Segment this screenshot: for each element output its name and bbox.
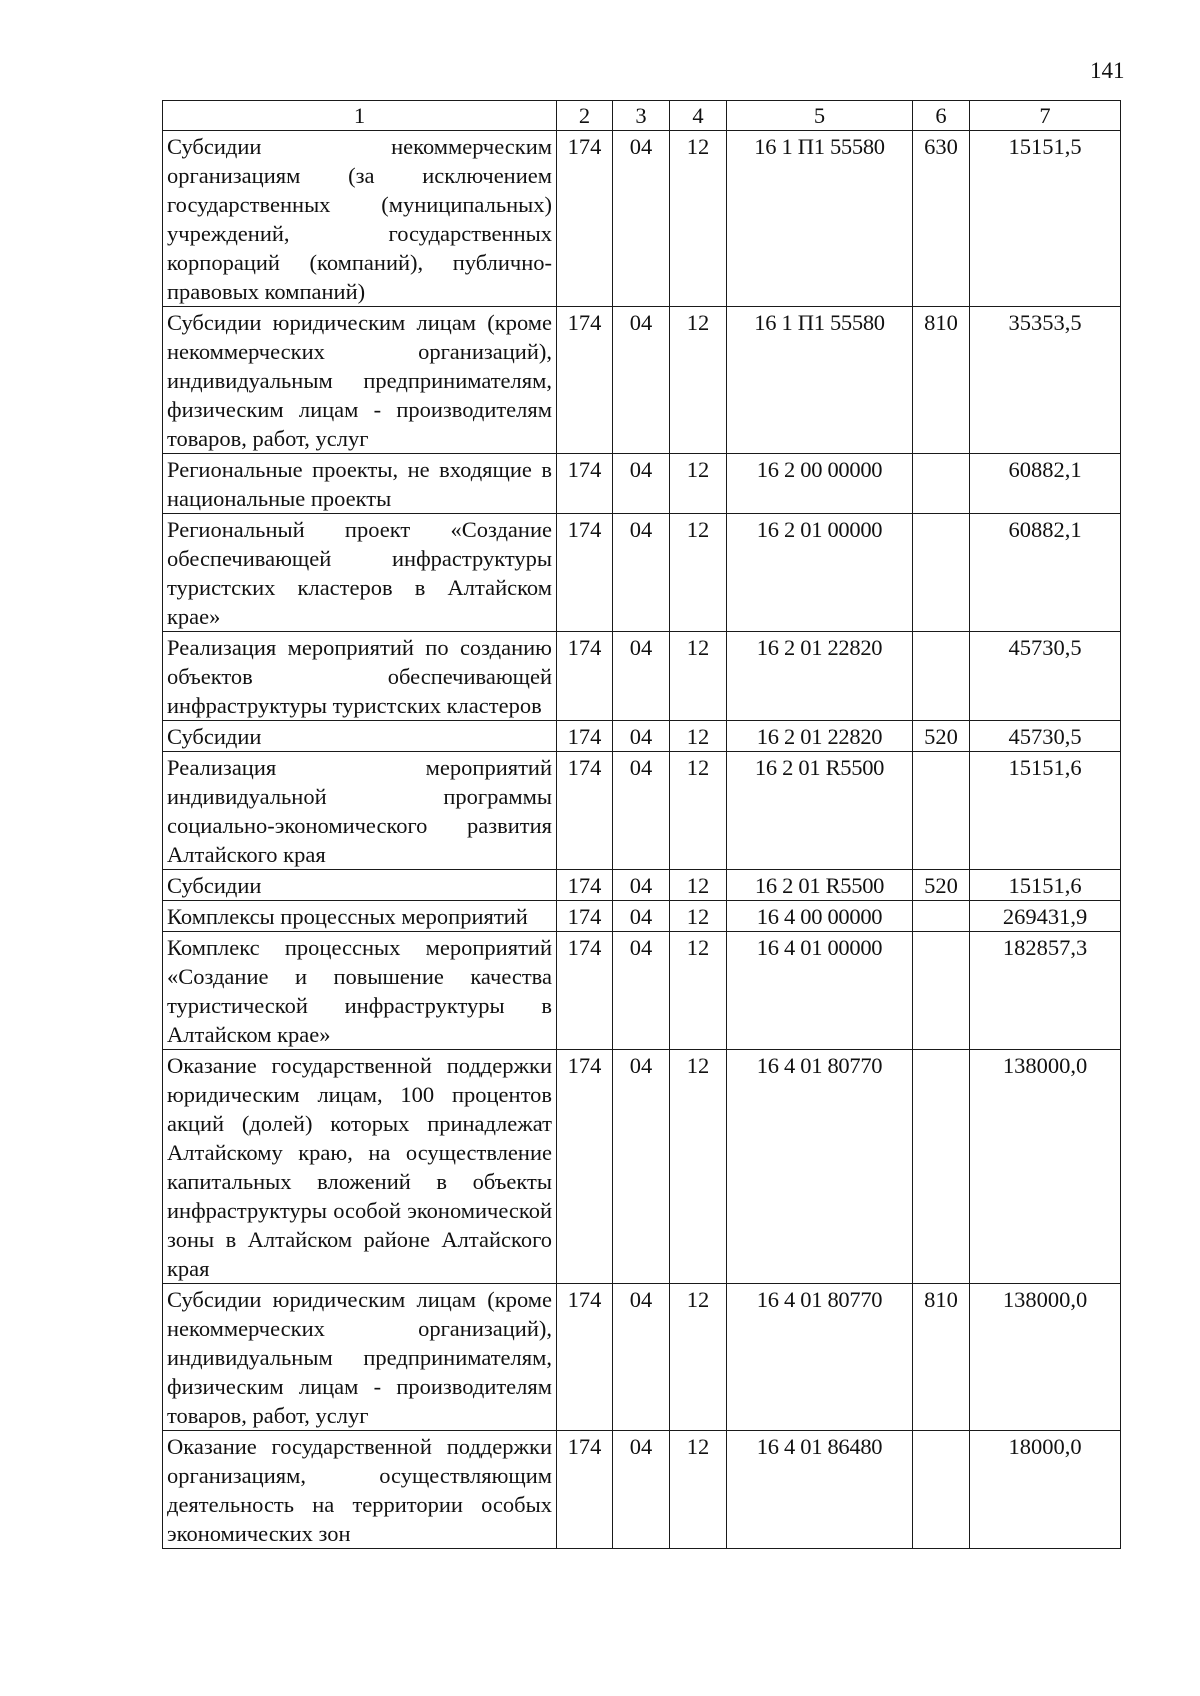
section-cell: 04 bbox=[613, 721, 670, 752]
amount-cell: 15151,5 bbox=[970, 131, 1121, 307]
amount-cell: 60882,1 bbox=[970, 514, 1121, 632]
row-name-cell: Комплексы процессных мероприятий bbox=[163, 901, 557, 932]
row-name-cell: Оказание государственной поддержки юридическим лицам, 100 процентов акций (долей) которых принадлежат Алтайскому краю, на осуществление капитальных вложений в объекты инфраструктуры особой экономической зоны в Алтайском районе Алтайского края bbox=[163, 1050, 557, 1284]
expense-type-cell bbox=[913, 752, 970, 870]
subsection-cell: 12 bbox=[670, 1431, 727, 1549]
section-cell: 04 bbox=[613, 514, 670, 632]
subsection-cell: 12 bbox=[670, 1284, 727, 1431]
section-cell: 04 bbox=[613, 901, 670, 932]
amount-cell: 60882,1 bbox=[970, 454, 1121, 514]
admin-code-cell: 174 bbox=[557, 1431, 613, 1549]
row-name-cell: Субсидии юридическим лицам (кроме некоммерческих организаций), индивидуальным предпринимателям, физическим лицам - производителям товаров, работ, услуг bbox=[163, 307, 557, 454]
row-name-cell: Оказание государственной поддержки организациям, осуществляющим деятельность на территории особых экономических зон bbox=[163, 1431, 557, 1549]
amount-cell: 18000,0 bbox=[970, 1431, 1121, 1549]
table-row bbox=[163, 901, 1121, 932]
expense-type-cell: 810 bbox=[913, 307, 970, 454]
target-article-cell: 16 1 П1 55580 bbox=[727, 307, 913, 454]
admin-code-cell: 174 bbox=[557, 1284, 613, 1431]
subsection-cell: 12 bbox=[670, 870, 727, 901]
target-article-cell: 16 2 00 00000 bbox=[727, 454, 913, 514]
admin-code-cell: 174 bbox=[557, 514, 613, 632]
amount-cell: 15151,6 bbox=[970, 752, 1121, 870]
table-body bbox=[163, 131, 1121, 1549]
admin-code-cell: 174 bbox=[557, 307, 613, 454]
expense-type-cell bbox=[913, 1050, 970, 1284]
target-article-cell: 16 2 01 00000 bbox=[727, 514, 913, 632]
subsection-cell: 12 bbox=[670, 454, 727, 514]
column-header: 1 bbox=[163, 101, 557, 131]
table-row bbox=[163, 454, 1121, 514]
page-number: 141 bbox=[1090, 58, 1125, 83]
target-article-cell: 16 2 01 22820 bbox=[727, 721, 913, 752]
target-article-cell: 16 2 01 R5500 bbox=[727, 870, 913, 901]
section-cell: 04 bbox=[613, 870, 670, 901]
row-name-cell: Комплекс процессных мероприятий «Создание и повышение качества туристической инфраструктуры в Алтайском крае» bbox=[163, 932, 557, 1050]
table-row bbox=[163, 514, 1121, 632]
row-name-cell: Субсидии bbox=[163, 870, 557, 901]
column-header: 3 bbox=[613, 101, 670, 131]
subsection-cell: 12 bbox=[670, 632, 727, 721]
subsection-cell: 12 bbox=[670, 307, 727, 454]
expense-type-cell bbox=[913, 932, 970, 1050]
admin-code-cell: 174 bbox=[557, 870, 613, 901]
column-header: 6 bbox=[913, 101, 970, 131]
admin-code-cell: 174 bbox=[557, 721, 613, 752]
expense-type-cell bbox=[913, 901, 970, 932]
expense-type-cell bbox=[913, 454, 970, 514]
amount-cell: 15151,6 bbox=[970, 870, 1121, 901]
admin-code-cell: 174 bbox=[557, 932, 613, 1050]
column-header: 7 bbox=[970, 101, 1121, 131]
row-name-cell: Региональный проект «Создание обеспечивающей инфраструктуры туристских кластеров в Алтайском крае» bbox=[163, 514, 557, 632]
admin-code-cell: 174 bbox=[557, 901, 613, 932]
section-cell: 04 bbox=[613, 632, 670, 721]
amount-cell: 45730,5 bbox=[970, 632, 1121, 721]
admin-code-cell: 174 bbox=[557, 1050, 613, 1284]
amount-cell: 45730,5 bbox=[970, 721, 1121, 752]
section-cell: 04 bbox=[613, 932, 670, 1050]
amount-cell: 182857,3 bbox=[970, 932, 1121, 1050]
target-article-cell: 16 4 00 00000 bbox=[727, 901, 913, 932]
column-header: 5 bbox=[727, 101, 913, 131]
row-name-cell: Субсидии некоммерческим организациям (за исключением государственных (муниципальных) учреждений, государственных корпораций (компаний), публично-правовых компаний) bbox=[163, 131, 557, 307]
table-row bbox=[163, 1431, 1121, 1549]
subsection-cell: 12 bbox=[670, 932, 727, 1050]
table-row bbox=[163, 932, 1121, 1050]
table-row bbox=[163, 307, 1121, 454]
target-article-cell: 16 4 01 80770 bbox=[727, 1284, 913, 1431]
table-row bbox=[163, 632, 1121, 721]
amount-cell: 35353,5 bbox=[970, 307, 1121, 454]
amount-cell: 269431,9 bbox=[970, 901, 1121, 932]
amount-cell: 138000,0 bbox=[970, 1050, 1121, 1284]
table-header-row bbox=[163, 101, 1121, 131]
target-article-cell: 16 4 01 86480 bbox=[727, 1431, 913, 1549]
table-row bbox=[163, 870, 1121, 901]
target-article-cell: 16 4 01 80770 bbox=[727, 1050, 913, 1284]
expense-type-cell: 810 bbox=[913, 1284, 970, 1431]
budget-table bbox=[162, 100, 1121, 1549]
expense-type-cell: 520 bbox=[913, 721, 970, 752]
admin-code-cell: 174 bbox=[557, 131, 613, 307]
row-name-cell: Региональные проекты, не входящие в национальные проекты bbox=[163, 454, 557, 514]
column-header: 4 bbox=[670, 101, 727, 131]
row-name-cell: Реализация мероприятий по созданию объектов обеспечивающей инфраструктуры туристских кластеров bbox=[163, 632, 557, 721]
subsection-cell: 12 bbox=[670, 752, 727, 870]
amount-cell: 138000,0 bbox=[970, 1284, 1121, 1431]
admin-code-cell: 174 bbox=[557, 752, 613, 870]
row-name-cell: Субсидии юридическим лицам (кроме некоммерческих организаций), индивидуальным предпринимателям, физическим лицам - производителям товаров, работ, услуг bbox=[163, 1284, 557, 1431]
target-article-cell: 16 2 01 R5500 bbox=[727, 752, 913, 870]
section-cell: 04 bbox=[613, 307, 670, 454]
target-article-cell: 16 1 П1 55580 bbox=[727, 131, 913, 307]
subsection-cell: 12 bbox=[670, 131, 727, 307]
row-name-cell: Субсидии bbox=[163, 721, 557, 752]
expense-type-cell bbox=[913, 514, 970, 632]
section-cell: 04 bbox=[613, 1050, 670, 1284]
subsection-cell: 12 bbox=[670, 721, 727, 752]
subsection-cell: 12 bbox=[670, 901, 727, 932]
section-cell: 04 bbox=[613, 1284, 670, 1431]
table-row bbox=[163, 1050, 1121, 1284]
section-cell: 04 bbox=[613, 454, 670, 514]
table-row bbox=[163, 1284, 1121, 1431]
expense-type-cell bbox=[913, 1431, 970, 1549]
subsection-cell: 12 bbox=[670, 514, 727, 632]
section-cell: 04 bbox=[613, 131, 670, 307]
row-name-cell: Реализация мероприятий индивидуальной программы социально-экономического развития Алтайского края bbox=[163, 752, 557, 870]
table-row bbox=[163, 752, 1121, 870]
section-cell: 04 bbox=[613, 1431, 670, 1549]
admin-code-cell: 174 bbox=[557, 454, 613, 514]
expense-type-cell: 520 bbox=[913, 870, 970, 901]
section-cell: 04 bbox=[613, 752, 670, 870]
table-row bbox=[163, 131, 1121, 307]
table-row bbox=[163, 721, 1121, 752]
subsection-cell: 12 bbox=[670, 1050, 727, 1284]
expense-type-cell bbox=[913, 632, 970, 721]
target-article-cell: 16 4 01 00000 bbox=[727, 932, 913, 1050]
column-header: 2 bbox=[557, 101, 613, 131]
admin-code-cell: 174 bbox=[557, 632, 613, 721]
target-article-cell: 16 2 01 22820 bbox=[727, 632, 913, 721]
expense-type-cell: 630 bbox=[913, 131, 970, 307]
